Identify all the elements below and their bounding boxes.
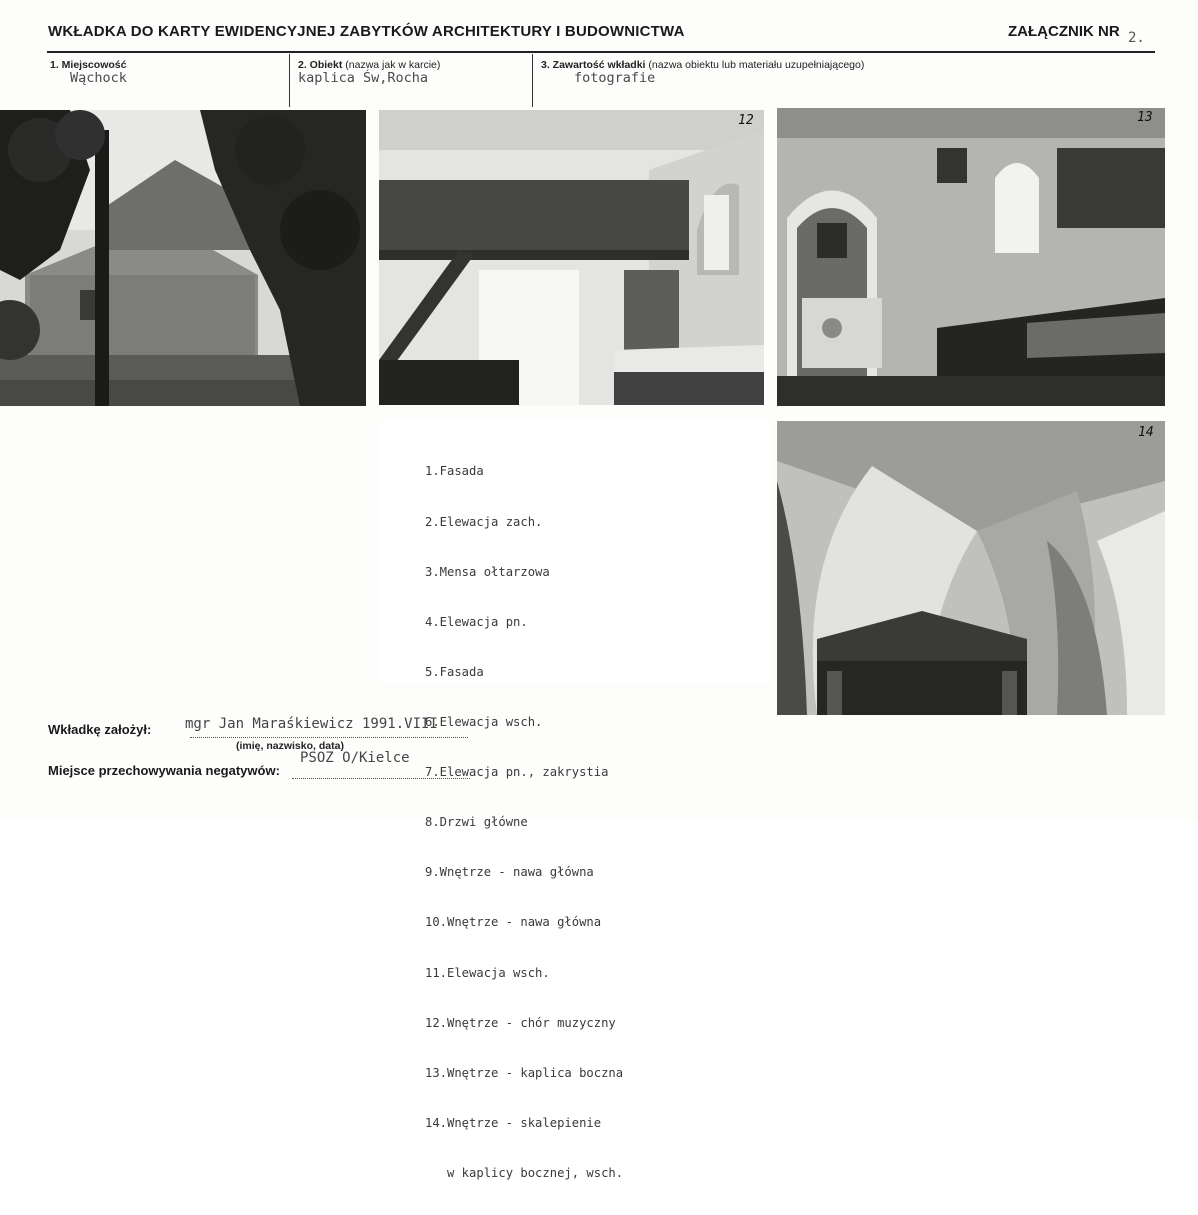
list-item: 5.Fasada <box>425 664 484 679</box>
list-item: 2.Elewacja zach. <box>425 514 543 529</box>
field-divider <box>289 54 290 107</box>
content-label-note: (nazwa obiektu lub materiału uzupełniającego) <box>648 59 865 71</box>
object-label-note: (nazwa jak w karcie) <box>345 59 441 71</box>
photo-number: 14 <box>1138 425 1154 440</box>
annex-label: ZAŁĄCZNIK NR <box>1008 23 1120 40</box>
founder-label: Wkładkę założył: <box>48 722 152 737</box>
list-item: 14.Wnętrze - skalepienie <box>425 1115 602 1130</box>
list-item: 12.Wnętrze - chór muzyczny <box>425 1015 616 1030</box>
negatives-label: Miejsce przechowywania negatywów: <box>48 763 280 778</box>
photo-exterior-chapel <box>0 110 366 406</box>
annex-number: 2. <box>1128 30 1145 46</box>
list-item: 3.Mensa ołtarzowa <box>425 564 550 579</box>
list-item: 6.Elewacja wsch. <box>425 714 543 729</box>
photo-number: 13 <box>1137 110 1153 125</box>
founder-hint: (imię, nazwisko, data) <box>236 740 344 752</box>
object-label-main: 2. Obiekt <box>298 59 343 71</box>
list-item: 4.Elewacja pn. <box>425 614 528 629</box>
founder-line <box>190 737 468 738</box>
locality-label: 1. Miejscowość <box>50 59 127 71</box>
content-label-main: 3. Zawartość wkładki <box>541 59 646 71</box>
photo-side-chapel-altar <box>777 108 1165 406</box>
field-divider <box>532 54 533 107</box>
list-item: 10.Wnętrze - nawa główna <box>425 915 602 930</box>
list-item: 8.Drzwi główne <box>425 815 528 830</box>
object-value: kaplica Św,Rocha <box>298 70 429 86</box>
locality-value: Wąchock <box>70 70 127 86</box>
list-item: 11.Elewacja wsch. <box>425 965 550 980</box>
document-title: WKŁADKA DO KARTY EWIDENCYJNEJ ZABYTKÓW ARCHITEKTURY I BUDOWNICTWA <box>48 23 685 40</box>
list-item: 1.Fasada <box>425 464 484 479</box>
photo-side-chapel-vault <box>777 421 1165 715</box>
list-item: 13.Wnętrze - kaplica boczna <box>425 1065 624 1080</box>
negatives-value: PSOZ O/Kielce <box>300 750 410 766</box>
photo-list <box>425 430 623 1215</box>
list-item: 9.Wnętrze - nawa główna <box>425 865 594 880</box>
negatives-line <box>292 778 470 779</box>
list-item: w kaplicy bocznej, wsch. <box>425 1165 624 1180</box>
list-item: 7.Elewacja pn., zakrystia <box>425 765 609 780</box>
photo-interior-choir-loft <box>379 110 764 405</box>
content-value: fotografie <box>574 70 656 86</box>
founder-value: mgr Jan Maraśkiewicz 1991.VIII <box>185 716 438 732</box>
photo-number: 12 <box>738 113 754 128</box>
header-rule <box>47 51 1155 53</box>
